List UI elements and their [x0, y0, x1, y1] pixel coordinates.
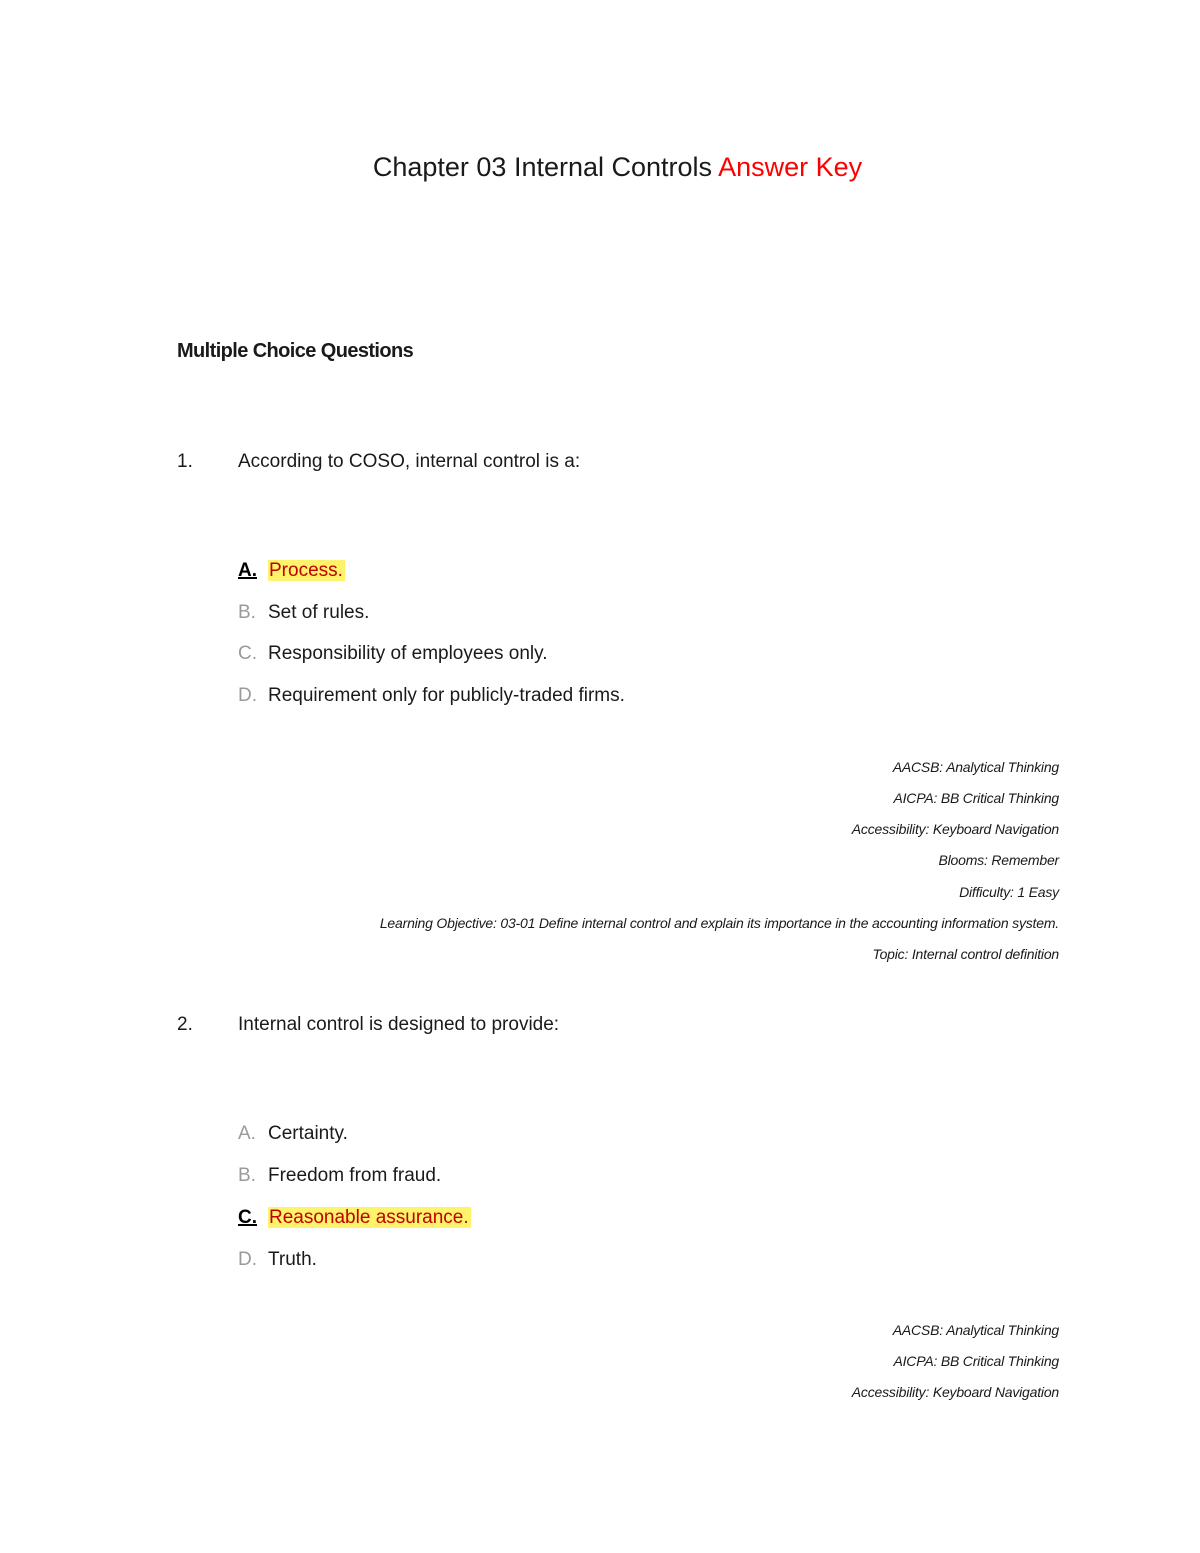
question-number: 1. [177, 451, 193, 472]
option-text: Truth. [268, 1249, 317, 1270]
answer-option [238, 1122, 348, 1146]
title-accent: Answer Key [718, 152, 863, 182]
option-text: Requirement only for publicly-traded firms. [268, 685, 625, 706]
meta-tag: Difficulty: 1 Easy [959, 884, 1059, 900]
option-letter: C. [238, 643, 257, 664]
option-text: Freedom from fraud. [268, 1165, 442, 1186]
answer-option [238, 601, 369, 625]
question-text: According to COSO, internal control is a: [238, 451, 581, 472]
meta-tag: AACSB: Analytical Thinking [892, 759, 1059, 775]
option-letter: A. [238, 1123, 256, 1144]
answer-option [238, 1164, 441, 1188]
section-heading: Multiple Choice Questions [177, 340, 414, 362]
option-letter: B. [238, 602, 256, 623]
meta-tag: AICPA: BB Critical Thinking [893, 790, 1059, 806]
meta-tag: AACSB: Analytical Thinking [892, 1322, 1059, 1338]
meta-tag: Accessibility: Keyboard Navigation [851, 1384, 1059, 1400]
option-text: Set of rules. [268, 602, 370, 623]
meta-tag: Accessibility: Keyboard Navigation [851, 821, 1059, 837]
option-text: Certainty. [268, 1123, 348, 1144]
option-text: Responsibility of employees only. [268, 643, 548, 664]
option-letter: D. [238, 685, 257, 706]
answer-option [238, 642, 548, 666]
option-text: Reasonable assurance. [269, 1207, 469, 1228]
option-letter: A. [238, 560, 257, 581]
answer-option [238, 559, 345, 583]
question-number: 2. [177, 1014, 193, 1035]
option-letter: B. [238, 1165, 256, 1186]
meta-tag: AICPA: BB Critical Thinking [893, 1353, 1059, 1369]
option-letter: D. [238, 1249, 257, 1270]
option-text: Process. [269, 560, 343, 581]
meta-tag: Blooms: Remember [938, 852, 1059, 868]
answer-option [238, 1248, 317, 1272]
meta-tag: Learning Objective: 03-01 Define internal control and explain its importance in the accounting information system. [379, 915, 1059, 931]
answer-option [238, 1206, 471, 1230]
answer-option [238, 684, 625, 708]
question-text: Internal control is designed to provide: [238, 1014, 560, 1035]
meta-tag: Topic: Internal control definition [872, 946, 1059, 962]
option-letter: C. [238, 1207, 257, 1228]
page-title [0, 150, 1200, 184]
title-main: Chapter 03 Internal Controls [372, 152, 713, 182]
